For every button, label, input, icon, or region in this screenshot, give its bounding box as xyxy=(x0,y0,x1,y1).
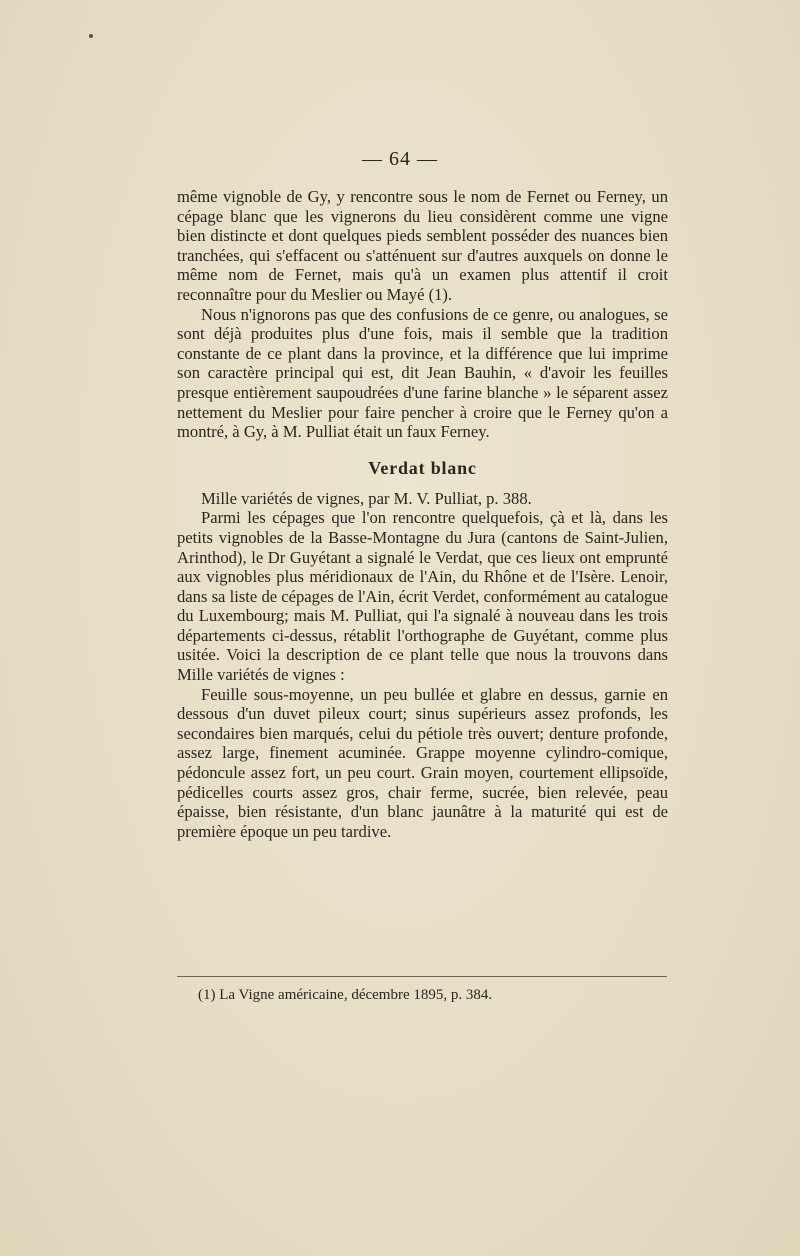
speck-mark xyxy=(89,34,93,38)
paragraph-cepages: Parmi les cépages que l'on rencontre quelquefois, çà et là, dans les petits vignobles de la Basse-Montagne du Jura (cantons de Saint-Julien, Arinthod), le Dr Guyétant a signalé le Verdat, que ces lieux ont emprunté aux vignobles plus méridionaux de l'Ain, du Rhône et de l'Isère. Lenoir, dans sa liste de cépages de l'Ain, écrit Verdet, conformément au catalogue du Luxembourg; mais M. Pulliat, qui l'a signalé à nouveau dans les trois départements ci-dessus, rétablit l'orthographe de Guyétant, comme plus usitée. Voici la description de ce plant telle que nous la trouvons dans Mille variétés de vignes : xyxy=(177,508,668,685)
paragraph-continuation: même vignoble de Gy, y rencontre sous le nom de Fernet ou Ferney, un cépage blanc que les vignerons du lieu considèrent comme une vigne bien distincte et dont quelques pieds semblent posséder des nuances bien tranchées, qui s'effacent ou s'atténuent sur d'autres auxquels on donne le même nom de Fernet, mais qu'à un examen plus attentif il croit reconnaître pour du Meslier ou Mayé (1). xyxy=(177,187,668,304)
source-reference: Mille variétés de vignes, par M. V. Pulliat, p. 388. xyxy=(201,488,532,508)
footnote-divider xyxy=(177,976,667,977)
page-number: — 64 — xyxy=(362,148,438,170)
paragraph-confusions: Nous n'ignorons pas que des confusions de ce genre, ou analogues, se sont déjà produites plus d'une fois, mais il semble que la tradition constante de ce plant dans la province, et la différence que lui imprime son caractère principal qui est, dit Jean Bauhin, « d'avoir les feuilles presque entièrement saupoudrées d'une farine blanche » le séparent assez nettement du Meslier pour faire pencher à croire que le Ferney qu'on a montré, à Gy, à M. Pulliat était un faux Ferney. xyxy=(177,304,668,442)
footnote: (1) La Vigne américaine, décembre 1895, p. 384. xyxy=(198,987,493,1003)
text-column xyxy=(177,187,668,841)
paragraph-description: Feuille sous-moyenne, un peu bullée et glabre en dessus, garnie en dessous d'un duvet pileux court; sinus supérieurs assez profonds, les secondaires bien marqués, celui du pétiole très ouvert; denture profonde, assez large, finement acuminée. Grappe moyenne cylindro-comique, pédoncule assez fort, un peu court. Grain moyen, courtement ellipsoïde, pédicelles courts assez gros, chair ferme, sucrée, bien relevée, peau épaisse, bien résistante, d'un blanc jaunâtre à la maturité qui est de première époque un peu tardive. xyxy=(177,684,668,841)
section-heading: Verdat blanc xyxy=(368,457,477,478)
